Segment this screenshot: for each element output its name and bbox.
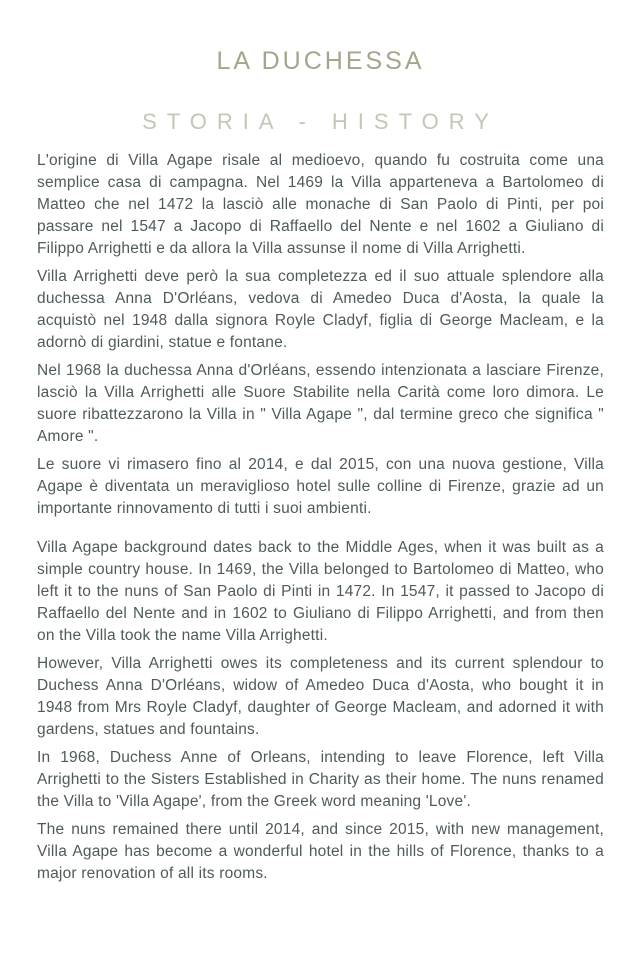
english-paragraph-hotel: The nuns remained there until 2014, and since 2015, with new management, Villa Agape has become a wonderful hotel in the hills of Florence, thanks to a major renovation of all its rooms. <box>37 821 604 882</box>
english-paragraph-nuns: In 1968, Duchess Anne of Orleans, intending to leave Florence, left Villa Arrighetti to the Sisters Established in Charity as their home. The nuns renamed the Villa to 'Villa Agape', from the Greek word meaning 'Love'. <box>37 749 604 810</box>
storia-history-page <box>0 46 640 957</box>
section-heading-storia-history: STORIA - HISTORY <box>142 109 499 134</box>
italian-paragraph-nuns: Nel 1968 la duchessa Anna d'Orléans, essendo intenzionata a lasciare Firenze, lasciò la Villa Arrighetti alle Suore Stabilite nella Carità come loro dimora. Le suore ribattezzarono la Villa in " Villa Agape ", dal termine greco che significa " Amore ". <box>37 362 604 445</box>
italian-paragraph-duchess: Villa Arrighetti deve però la sua completezza ed il suo attuale splendore alla duchessa Anna D'Orléans, vedova di Amedeo Duca d'Aosta, la quale la acquistò nel 1948 dalla signora Royle Cladyf, figlia di George Macleam, e la adornò di giardini, statue e fontane. <box>37 268 604 351</box>
english-paragraph-origins: Villa Agape background dates back to the Middle Ages, when it was built as a simple country house. In 1469, the Villa belonged to Bartolomeo di Matteo, who left it to the nuns of San Paolo di Pinti in 1472. In 1547, it passed to Jacopo di Raffaello del Nente and in 1602 to Giuliano di Filippo Arrighetti, and from then on the Villa took the name Villa Arrighetti. <box>37 539 604 644</box>
italian-paragraph-origins: L'origine di Villa Agape risale al medioevo, quando fu costruita come una semplice casa di campagna. Nel 1469 la Villa apparteneva a Bartolomeo di Matteo che nel 1472 la lasciò alle monache di San Paolo di Pinti, per poi passare nel 1547 a Jacopo di Raffaello del Nente e nel 1602 a Giuliano di Filippo Arrighetti e da allora la Villa assunse il nome di Villa Arrighetti. <box>37 152 604 257</box>
page-title: LA DUCHESSA <box>216 47 425 75</box>
italian-paragraph-hotel: Le suore vi rimasero fino al 2014, e dal 2015, con una nuova gestione, Villa Agape è diventata un meraviglioso hotel sulle colline di Firenze, grazie ad un importante rinnovamento di tutti i suoi ambienti. <box>37 456 604 517</box>
italian-history-section <box>37 150 604 520</box>
page-body <box>0 46 640 957</box>
english-history-section <box>37 537 604 885</box>
english-paragraph-duchess: However, Villa Arrighetti owes its completeness and its current splendour to Duchess Anna D'Orléans, widow of Amedeo Duca d'Aosta, who bought it in 1948 from Mrs Royle Cladyf, daughter of George Macleam, and adorned it with gardens, statues and fountains. <box>37 655 604 738</box>
